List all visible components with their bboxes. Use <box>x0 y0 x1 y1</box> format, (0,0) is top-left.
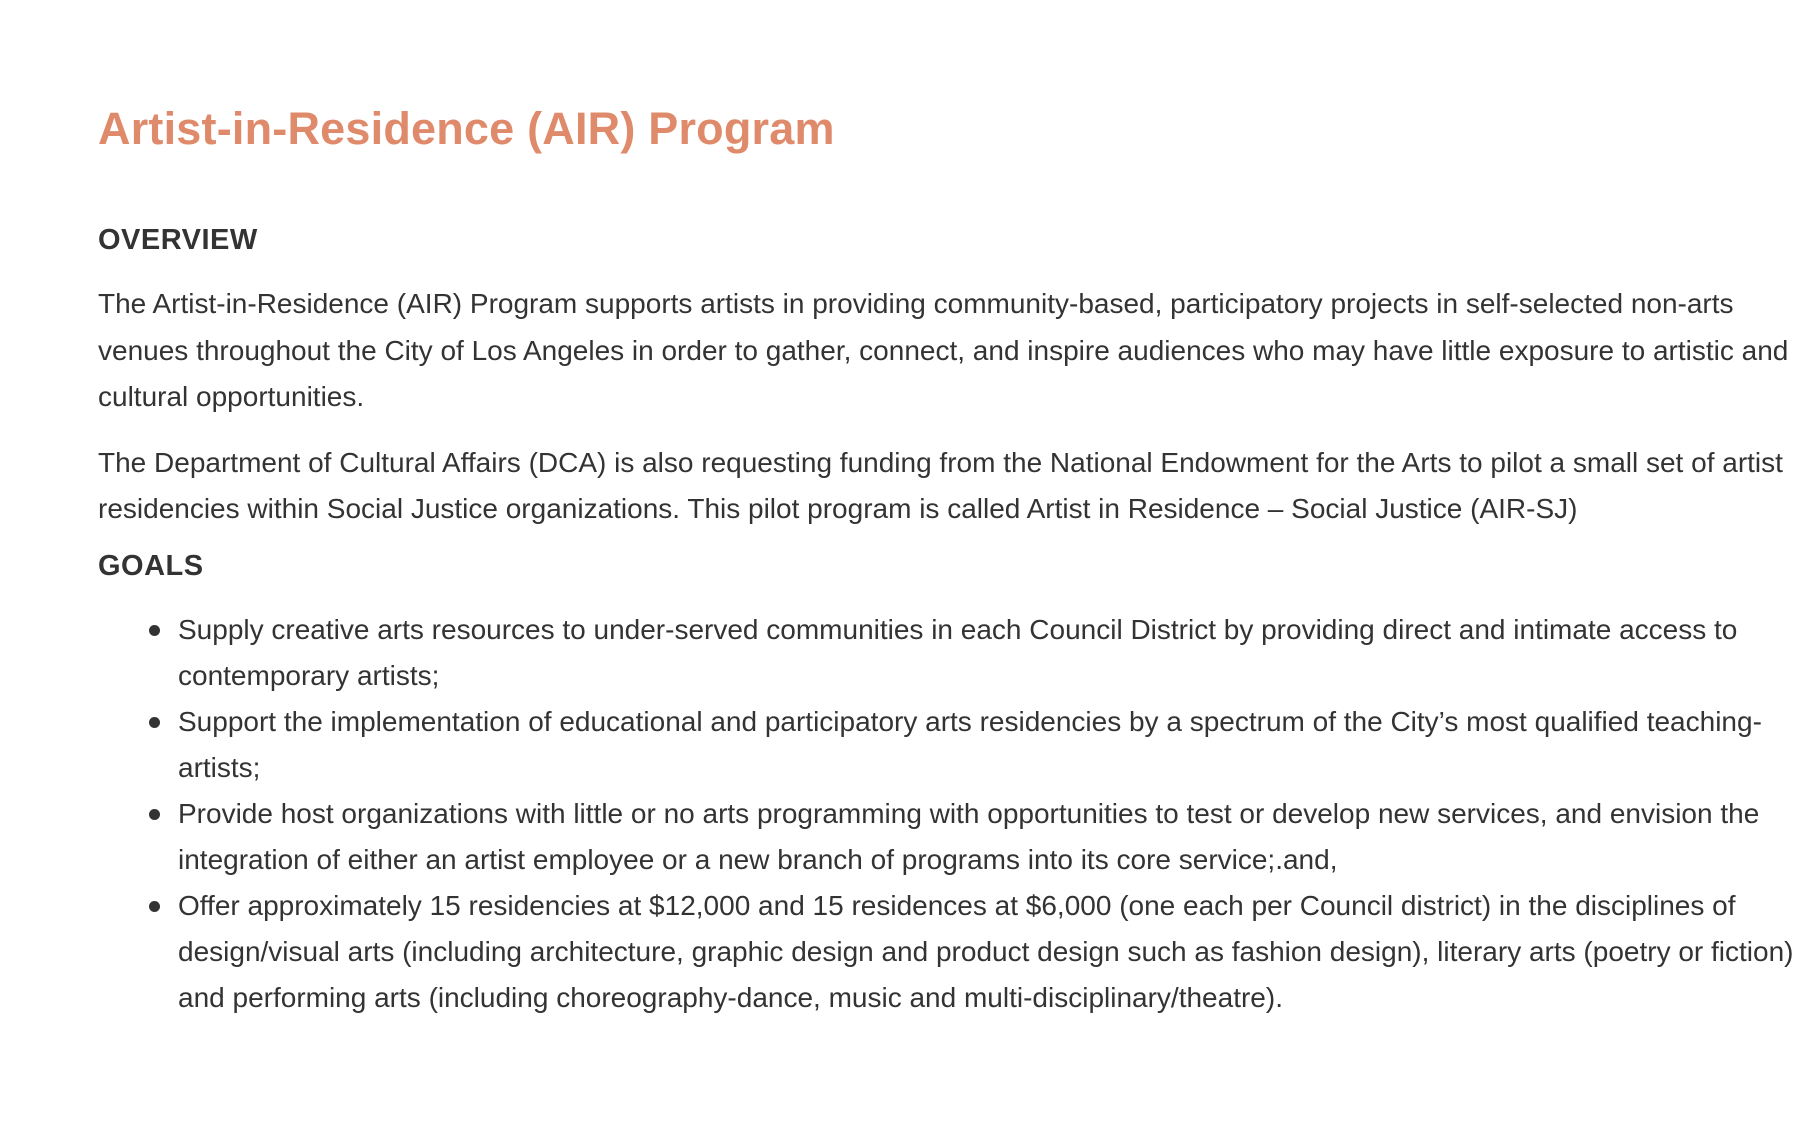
goals-heading: GOALS <box>98 549 204 582</box>
list-item <box>178 607 1798 699</box>
goal-text: Provide host organizations with little or no arts programming with opportunities to test or develop new services, and envision the integration of either an artist employee or a new branch of programs into its core service;.and, <box>178 797 1760 875</box>
goal-text: Supply creative arts resources to under-served communities in each Council District by providing direct and intimate access to contemporary artists; <box>178 613 1738 691</box>
list-item <box>178 883 1798 1021</box>
bullet-icon <box>149 809 160 820</box>
overview-paragraph-1: The Artist-in-Residence (AIR) Program supports artists in providing community-based, participatory projects in self-selected non-arts venues throughout the City of Los Angeles in order to gather, connect, and inspire audiences who may have little exposure to artistic and cultural opportunities. <box>98 288 1789 412</box>
list-item <box>178 791 1798 883</box>
goal-text: Support the implementation of educational and participatory arts residencies by a spectrum of the City’s most qualified teaching-artists; <box>178 705 1762 783</box>
overview-heading: OVERVIEW <box>98 224 258 256</box>
page-title: Artist-in-Residence (AIR) Program <box>98 103 835 154</box>
bullet-icon <box>149 717 160 728</box>
goal-text: Offer approximately 15 residencies at $12,000 and 15 residences at $6,000 (one each per Council district) in the disciplines of design/visual arts (including architecture, graphic design and product design such as fashion design), literary arts (poetry or fiction) and performing arts (including choreography-dance, music and multi-disciplinary/theatre). <box>178 889 1794 1013</box>
list-item <box>178 699 1798 791</box>
page-content <box>98 96 1798 1021</box>
bullet-icon <box>149 625 160 636</box>
overview-paragraph-2: The Department of Cultural Affairs (DCA) is also requesting funding from the National Endowment for the Arts to pilot a small set of artist residencies within Social Justice organizations. This pilot program is called Artist in Residence – Social Justice (AIR-SJ) <box>98 446 1783 524</box>
bullet-icon <box>149 901 160 912</box>
goals-list <box>98 607 1798 1021</box>
